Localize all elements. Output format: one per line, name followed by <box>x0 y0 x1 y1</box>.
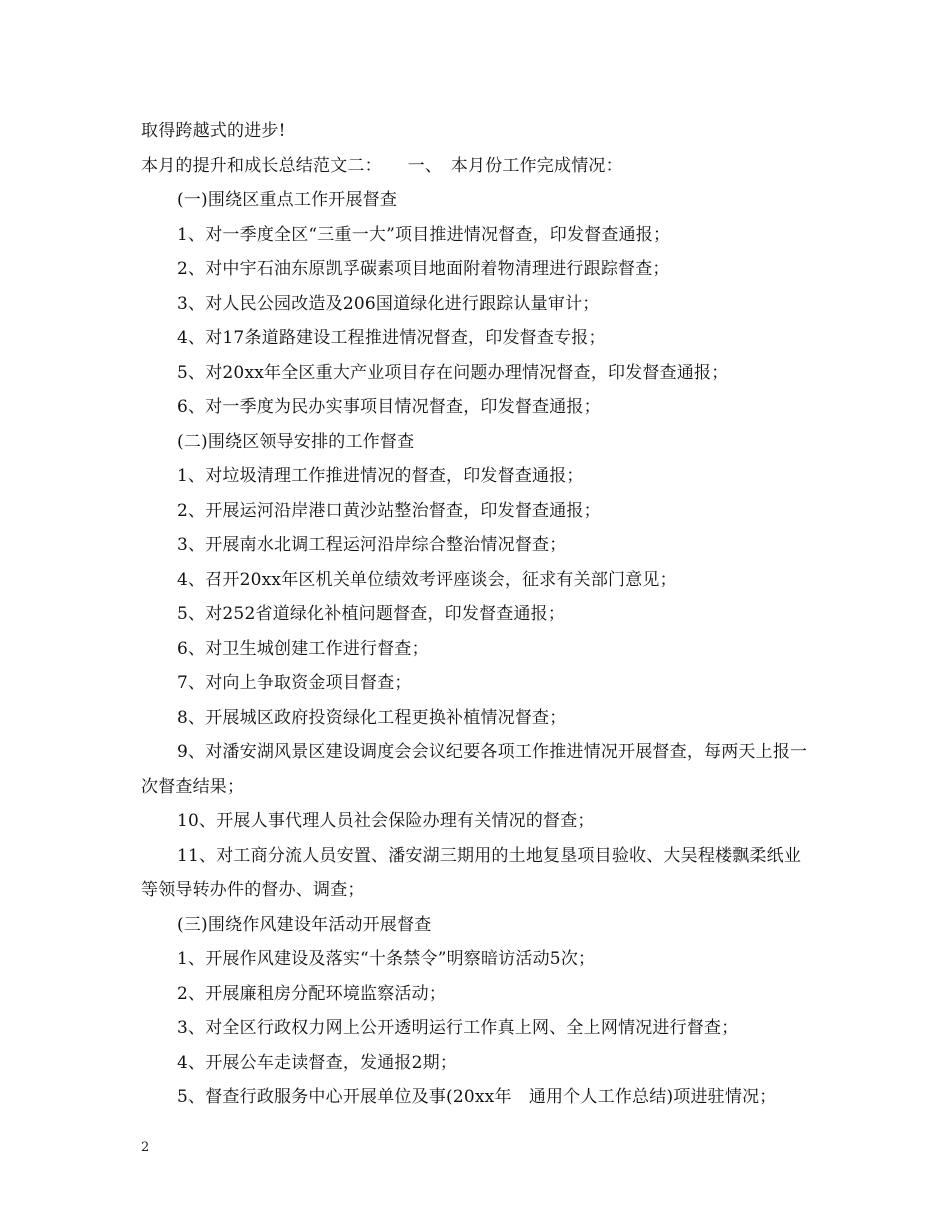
section-heading: (一)围绕区重点工作开展督查 <box>177 190 398 210</box>
list-item: 5、督查行政服务中心开展单位及事(20xx年 通用个人工作总结)项进驻情况； <box>177 1087 777 1107</box>
list-item: 3、对全区行政权力网上公开透明运行工作真上网、全上网情况进行督查； <box>177 1018 739 1038</box>
list-item: 4、开展公车走读督查，发通报2期； <box>177 1052 458 1073</box>
paragraph-line: 本月的提升和成长总结范文二： 一、 本月份工作完成情况： <box>141 155 623 176</box>
list-item: 9、对潘安湖风景区建设调度会会议纪要各项工作推进情况开展督查，每两天上报一次督查结果； <box>141 742 808 797</box>
list-item: 6、对一季度为民办实事项目情况督查，印发督查通报； <box>177 397 601 417</box>
section-heading: (三)围绕作风建设年活动开展督查 <box>177 914 432 935</box>
list-item: 1、开展作风建设及落实“十条禁令”明察暗访活动5次； <box>177 949 596 969</box>
list-item: 2、开展廉租房分配环境监察活动； <box>177 983 447 1004</box>
list-item: 10、开展人事代理人员社会保险办理有关情况的督查； <box>177 811 595 831</box>
list-item: 3、对人民公园改造及206国道绿化进行跟踪认量审计； <box>177 293 600 314</box>
list-item: 7、对向上争取资金项目督查； <box>177 673 412 693</box>
list-item: 2、开展运河沿岸港口黄沙站整治督查，印发督查通报； <box>177 500 601 521</box>
list-item: 4、召开20xx年区机关单位绩效考评座谈会，征求有关部门意见； <box>177 569 677 590</box>
document-body <box>141 114 813 1115</box>
section-heading: (二)围绕区领导安排的工作督查 <box>177 431 415 452</box>
list-item: 2、对中宇石油东原凯孚碳素项目地面附着物清理进行跟踪督查； <box>177 259 670 279</box>
list-item: 5、对20xx年全区重大产业项目存在问题办理情况督查，印发督查通报； <box>177 362 729 383</box>
list-item: 1、对一季度全区“三重一大”项目推进情况督查，印发督查通报； <box>177 224 671 245</box>
list-item: 11、对工商分流人员安置、潘安湖三期用的土地复垦项目验收、大吴程楼飘柔纸业等领导转办件的督办、调查； <box>141 845 802 900</box>
list-item: 1、对垃圾清理工作推进情况的督查，印发督查通报； <box>177 466 584 486</box>
list-item: 4、对17条道路建设工程推进情况督查，印发督查专报； <box>177 328 606 348</box>
list-item: 5、对252省道绿化补植问题督查，印发督查通报； <box>177 604 566 624</box>
page-number: 2 <box>141 1140 150 1155</box>
list-item: 3、开展南水北调工程运河沿岸综合整治情况督查； <box>177 535 567 555</box>
list-item: 8、开展城区政府投资绿化工程更换补植情况督查； <box>177 707 567 728</box>
list-item: 6、对卫生城创建工作进行督查； <box>177 638 429 659</box>
paragraph-line: 取得跨越式的进步! <box>141 121 286 141</box>
